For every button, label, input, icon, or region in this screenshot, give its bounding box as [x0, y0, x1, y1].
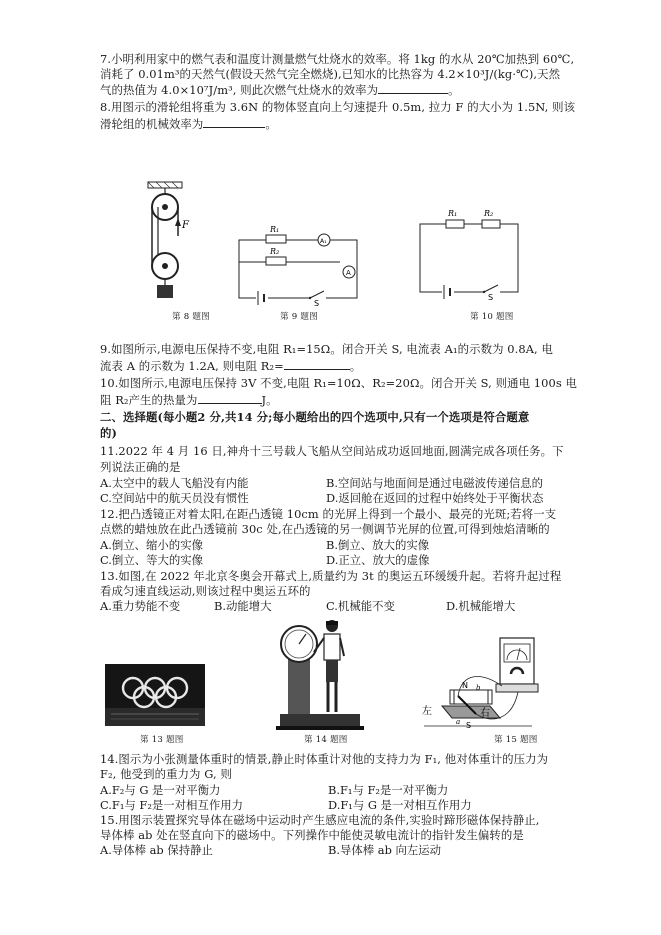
q9-line-2: [100, 358, 361, 374]
fig9-r1-label: R₁: [270, 225, 280, 234]
fig13-olympic-rings-photo: [105, 664, 205, 726]
fig9-a1-label: A₁: [320, 238, 327, 245]
q7-line-3: [100, 82, 460, 98]
q9-answer-blank[interactable]: [284, 358, 350, 370]
section-2-heading-line-2: 的): [100, 426, 117, 440]
q12-line-2: 点燃的蜡烛放在此凸透镜前 30c 处,在凸透镜的另一侧调节光屏的位置,可得到烛焰清晰的: [100, 522, 550, 536]
q8-line-2-text: 滑轮组的机械效率为: [100, 117, 204, 131]
olympic-rings-icon: [105, 664, 205, 726]
q12-line-1: 12.把凸透镜正对着太阳,在距凸透镜 10cm 的光屏上得到一个最小、最亮的光斑;若将一支: [100, 507, 557, 521]
section-2-heading-line-1: 二、选择题(每小题2 分,共14 分;每小题给出的四个选项中,只有一个选项是符合题意: [100, 410, 530, 424]
q10-line-2-text: 阻 R₂产生的热量为: [100, 393, 198, 407]
q13-line-1: 13.如图,在 2022 年北京冬奥会开幕式上,质量约为 3t 的奥运五环缓缓升起。若将升起过程: [100, 569, 562, 583]
fig13-caption: 第 13 题图: [140, 735, 184, 745]
q13-line-2: 看成匀速直线运动,则该过程中奥运五环的: [100, 584, 311, 598]
q15-option-a[interactable]: A.导体棒 ab 保持静止: [100, 843, 213, 857]
q12-option-d[interactable]: D.正立、放大的虚像: [326, 553, 430, 567]
q12-option-a[interactable]: A.倒立、缩小的实像: [100, 538, 203, 552]
q8-answer-blank[interactable]: [203, 116, 265, 128]
q14-option-d[interactable]: D.F₁与 G 是一对相互作用力: [328, 798, 472, 812]
q13-option-d[interactable]: D.机械能增大: [446, 599, 516, 613]
q13-option-a[interactable]: A.重力势能不变: [100, 599, 181, 613]
q11-option-a[interactable]: A.太空中的载人飞船没有内能: [100, 476, 249, 490]
fig8-caption: 第 8 题图: [172, 312, 210, 322]
q10-answer-blank[interactable]: [198, 392, 262, 404]
q8-line-2: [100, 116, 277, 132]
q7-line-1: 7.小明利用家中的燃气表和温度计测量燃气灶烧水的效率。将 1kg 的水从 20℃加热到 60℃,: [100, 52, 575, 66]
fig15-a-label: a: [456, 718, 461, 726]
q8-line-2-end: 。: [265, 117, 277, 131]
q11-option-c[interactable]: C.空间站中的航天员没有惯性: [100, 491, 249, 505]
fig14-scale-diagram: [276, 618, 366, 734]
fig10-switch-label: S: [488, 293, 494, 302]
fig9-circuit-diagram: [234, 222, 364, 308]
q12-option-c[interactable]: C.倒立、等大的实像: [100, 553, 204, 567]
fig9-r2-label: R₂: [270, 247, 280, 256]
fig10-circuit-diagram: [418, 208, 522, 300]
fig15-left-label: 左: [422, 706, 432, 717]
q8-line-1: 8.用图示的滑轮组将重为 3.6N 的物体竖直向上匀速提升 0.5m, 拉力 F 的大小为 1.5N, 则该: [100, 100, 576, 114]
fig14-caption: 第 14 题图: [304, 735, 348, 745]
fig15-s-label: S: [466, 721, 472, 730]
q10-line-2-end: J。: [261, 393, 278, 407]
fig8-force-label: F: [182, 220, 189, 231]
q11-option-d[interactable]: D.返回舱在返回的过程中始终处于平衡状态: [326, 491, 544, 505]
fig15-induction-diagram: [422, 632, 542, 732]
fig10-caption: 第 10 题图: [470, 312, 514, 322]
fig10-r1-label: R₁: [448, 209, 458, 218]
q13-option-c[interactable]: C.机械能不变: [326, 599, 395, 613]
q14-option-a[interactable]: A.F₂与 G 是一对平衡力: [100, 783, 221, 797]
q11-line-2: 列说法正确的是: [100, 460, 181, 474]
fig8-pulley-diagram: [140, 180, 200, 300]
fig9-a-label: A: [346, 269, 351, 277]
q7-line-2: 消耗了 0.01m³的天然气(假设天然气完全燃烧),已知水的比热容为 4.2×10³J/(kg·℃),天然: [100, 67, 561, 81]
q7-answer-blank[interactable]: [378, 82, 448, 94]
fig9-switch-label: S: [314, 299, 320, 308]
q9-line-2-text: 流表 A 的示数为 1.2A, 则电阻 R₂=: [100, 359, 284, 373]
q9-line-2-end: 。: [349, 359, 362, 373]
q10-line-1: 10.如图所示,电源电压保持 3V 不变,电阻 R₁=10Ω、R₂=20Ω。闭合开关 S, 则通电 100s 电: [100, 376, 578, 390]
q7-line-3-end: 。: [448, 83, 460, 97]
fig15-b-label: b: [476, 684, 481, 692]
q14-line-1: 14.图示为小张测量体重时的情景,静止时体重计对他的支持力为 F₁, 他对体重计的压力为: [100, 752, 549, 766]
q14-line-2: F₂, 他受到的重力为 G, 则: [100, 767, 232, 781]
q7-line-3-text: 气的热值为 4.0×10⁷J/m³, 则此次燃气灶烧水的效率为: [100, 83, 379, 97]
q12-option-b[interactable]: B.倒立、放大的实像: [326, 538, 430, 552]
q11-line-1: 11.2022 年 4 月 16 日,神舟十三号载人飞船从空间站成功返回地面,圆满完成各项任务。下: [100, 444, 564, 458]
q9-line-1: 9.如图所示,电源电压保持不变,电阻 R₁=15Ω。闭合开关 S, 电流表 A₁的示数为 0.8A, 电: [100, 342, 553, 356]
q11-option-b[interactable]: B.空间站与地面间是通过电磁波传递信息的: [326, 476, 544, 490]
q15-option-b[interactable]: B.导体棒 ab 向左运动: [328, 843, 442, 857]
q13-option-b[interactable]: B.动能增大: [214, 599, 272, 613]
fig10-r2-label: R₂: [484, 209, 494, 218]
q14-option-c[interactable]: C.F₁与 F₂是一对相互作用力: [100, 798, 244, 812]
fig9-caption: 第 9 题图: [280, 312, 318, 322]
q15-line-2: 导体棒 ab 处在竖直向下的磁场中。下列操作中能使灵敏电流计的指针发生偏转的是: [100, 828, 524, 842]
q14-option-b[interactable]: B.F₁与 F₂是一对平衡力: [328, 783, 449, 797]
q15-line-1: 15.用图示装置探究导体在磁场中运动时产生感应电流的条件,实验时蹄形磁体保持静止,: [100, 813, 540, 827]
q10-line-2: [100, 392, 278, 408]
fig15-n-label: N: [462, 681, 468, 690]
fig15-caption: 第 15 题图: [494, 735, 538, 745]
fig15-right-label: 右: [480, 708, 490, 719]
